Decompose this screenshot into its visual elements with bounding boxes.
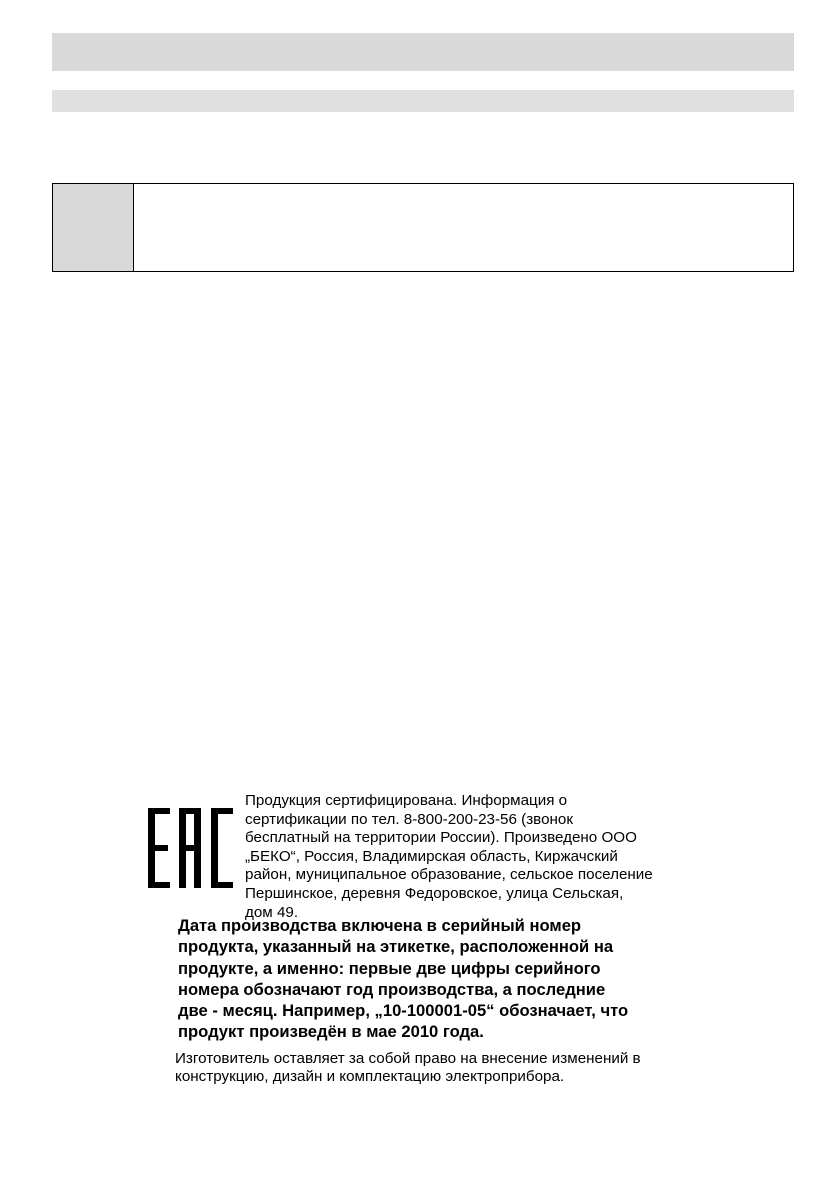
header-bar [52,33,794,71]
manufacturer-note-text: Изготовитель оставляет за собой право на внесение изменений в конструкцию, дизайн и комплектацию электроприбора. [175,1050,641,1085]
subheader-bar [52,90,794,112]
note-box [52,183,794,272]
eac-logo-icon [148,808,234,888]
eac-logo [148,808,234,888]
note-box-content [134,184,793,271]
production-date-text: Дата производства включена в серийный номер продукта, указанный на этикетке, расположенной на продукте, а именно: первые две цифры серийного номера обозначают год производства, а последние две - месяц. Например, „10-100001-05“ обозначает, что продукт произведён в мае 2010 года. [178,916,629,1042]
certification-text: Продукция сертифицирована. Информация о сертификации по тел. 8-800-200-23-56 (звонок бесплатный на территории России). Произведено ООО „БЕКО“, Россия, Владимирская область, Киржачский район, муниципальное образование, сельское поселение Першинское, деревня Федоровское, улица Сельская, дом 49. [245,792,653,921]
note-box-side-panel [53,184,134,271]
